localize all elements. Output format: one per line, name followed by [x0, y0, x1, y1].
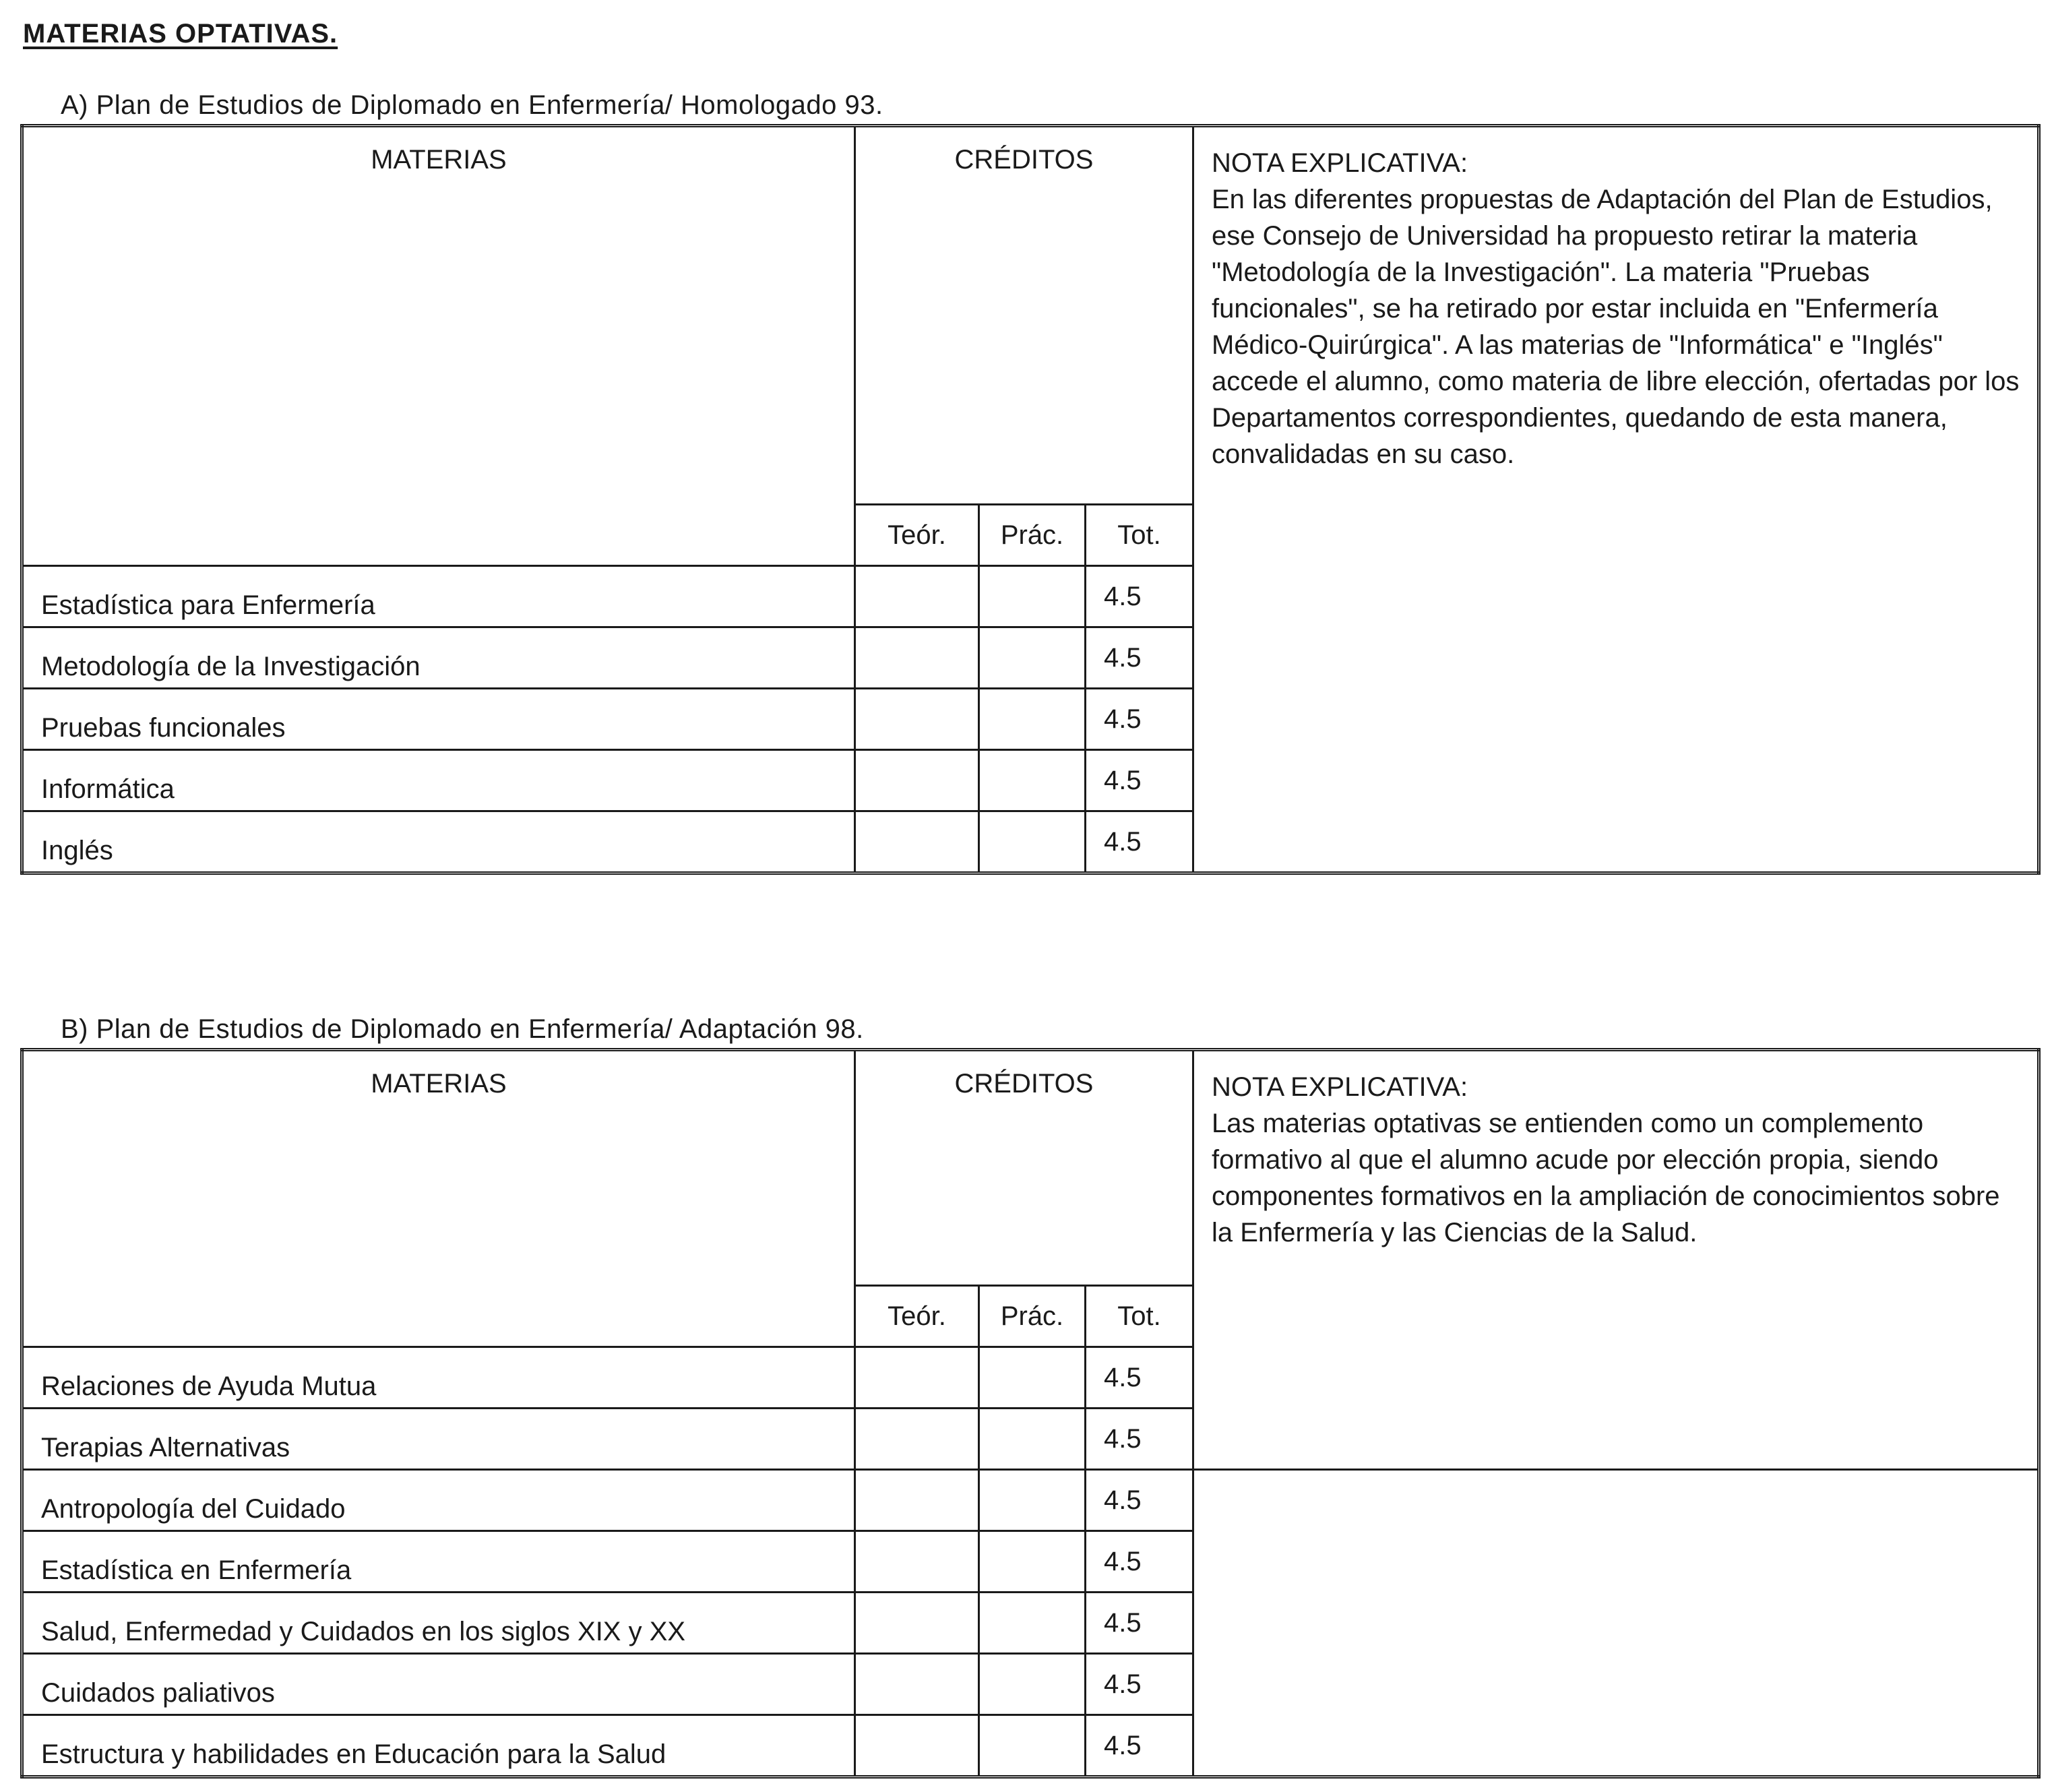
materia-name: Estructura y habilidades en Educación para la Salud [22, 1715, 855, 1777]
teor-value [855, 750, 979, 811]
materia-name: Metodología de la Investigación [22, 627, 855, 689]
header-teor: Teór. [855, 1286, 979, 1347]
header-creditos: CRÉDITOS [855, 126, 1193, 505]
teor-value [855, 1409, 979, 1470]
tot-value: 4.5 [1086, 1347, 1193, 1409]
header-creditos: CRÉDITOS [855, 1050, 1193, 1286]
tot-value: 4.5 [1086, 750, 1193, 811]
prac-value [979, 689, 1086, 750]
prac-value [979, 1531, 1086, 1593]
prac-value [979, 566, 1086, 627]
section-b-caption: B) Plan de Estudios de Diplomado en Enfermería/ Adaptación 98. [61, 1014, 864, 1044]
materia-name: Salud, Enfermedad y Cuidados en los siglos XIX y XX [22, 1593, 855, 1654]
tot-value: 4.5 [1086, 627, 1193, 689]
nota-explicativa [1193, 1050, 2039, 1470]
header-materias: MATERIAS [22, 1050, 855, 1347]
teor-value [855, 627, 979, 689]
materia-name: Pruebas funcionales [22, 689, 855, 750]
plan-a-table [20, 124, 2041, 875]
nota-title: NOTA EXPLICATIVA: [1212, 1072, 1468, 1102]
prac-value [979, 627, 1086, 689]
nota-empty-cell [1193, 1470, 2039, 1777]
teor-value [855, 811, 979, 873]
tot-value: 4.5 [1086, 1409, 1193, 1470]
table-row [22, 1470, 2039, 1531]
tot-value: 4.5 [1086, 566, 1193, 627]
materia-name: Antropología del Cuidado [22, 1470, 855, 1531]
teor-value [855, 1347, 979, 1409]
page-title: MATERIAS OPTATIVAS. [23, 19, 338, 49]
prac-value [979, 1593, 1086, 1654]
prac-value [979, 1715, 1086, 1777]
teor-value [855, 566, 979, 627]
teor-value [855, 1715, 979, 1777]
teor-value [855, 1470, 979, 1531]
nota-text: Las materias optativas se entienden como un complemento formativo al que el alumno acude por elección propia, siendo componentes formativos en la ampliación de conocimientos sobre la Enfermería y las Ciencias de la Salud. [1212, 1109, 2000, 1247]
materia-name: Relaciones de Ayuda Mutua [22, 1347, 855, 1409]
tot-value: 4.5 [1086, 1531, 1193, 1593]
nota-title: NOTA EXPLICATIVA: [1212, 148, 1468, 178]
tot-value: 4.5 [1086, 1593, 1193, 1654]
header-teor: Teór. [855, 505, 979, 566]
tot-value: 4.5 [1086, 811, 1193, 873]
tot-value: 4.5 [1086, 1470, 1193, 1531]
prac-value [979, 811, 1086, 873]
materia-name: Cuidados paliativos [22, 1654, 855, 1715]
tot-value: 4.5 [1086, 689, 1193, 750]
nota-text: En las diferentes propuestas de Adaptación del Plan de Estudios, ese Consejo de Universidad ha propuesto retirar la materia "Metodología de la Investigación". La materia "Pruebas funcionales", se ha retirado por estar incluida en "Enfermería Médico-Quirúrgica". A las materias de "Informática" e "Inglés" accede el alumno, como materia de libre elección, ofertadas por los Departamentos correspondientes, quedando de esta manera, convalidadas en su caso. [1212, 185, 2020, 469]
prac-value [979, 1347, 1086, 1409]
header-tot: Tot. [1086, 505, 1193, 566]
teor-value [855, 1531, 979, 1593]
materia-name: Terapias Alternativas [22, 1409, 855, 1470]
prac-value [979, 1470, 1086, 1531]
prac-value [979, 1409, 1086, 1470]
materia-name: Estadística para Enfermería [22, 566, 855, 627]
section-a-caption: A) Plan de Estudios de Diplomado en Enfermería/ Homologado 93. [61, 90, 883, 120]
prac-value [979, 750, 1086, 811]
header-prac: Prác. [979, 505, 1086, 566]
materia-name: Informática [22, 750, 855, 811]
header-tot: Tot. [1086, 1286, 1193, 1347]
teor-value [855, 1593, 979, 1654]
teor-value [855, 689, 979, 750]
header-prac: Prác. [979, 1286, 1086, 1347]
nota-explicativa [1193, 126, 2039, 873]
teor-value [855, 1654, 979, 1715]
plan-b-table [20, 1048, 2041, 1779]
materia-name: Estadística en Enfermería [22, 1531, 855, 1593]
header-materias: MATERIAS [22, 126, 855, 566]
prac-value [979, 1654, 1086, 1715]
tot-value: 4.5 [1086, 1715, 1193, 1777]
tot-value: 4.5 [1086, 1654, 1193, 1715]
materia-name: Inglés [22, 811, 855, 873]
